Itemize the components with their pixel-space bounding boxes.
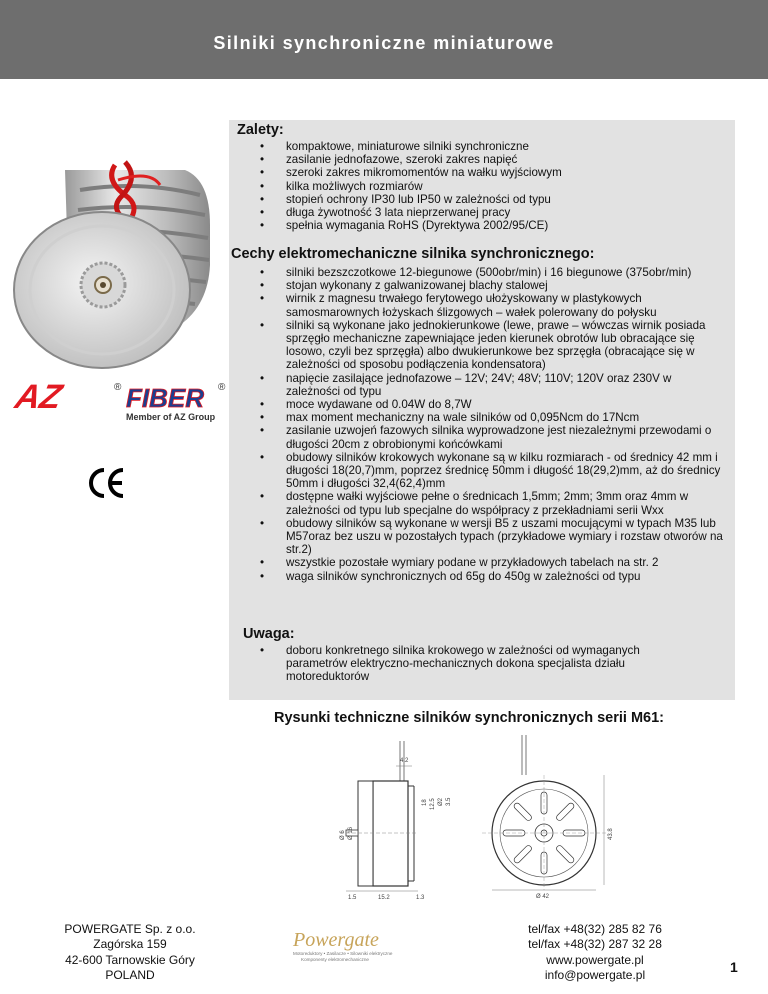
list-item: • kilka możliwych rozmiarów [260, 180, 710, 193]
list-item: • zasilanie jednofazowe, szeroki zakres napięć [260, 153, 710, 166]
az-fiber-logo [11, 378, 230, 424]
list-item: • kompaktowe, miniaturowe silniki synchroniczne [260, 140, 710, 153]
dim-label: 1.5 [348, 895, 357, 901]
advantages-list [260, 140, 710, 232]
motor-photo [10, 150, 215, 372]
list-item: • silniki bezszczotkowe 12-biegunowe (500obr/min) i 16 biegunowe (375obr/min) [260, 266, 728, 279]
page-number: 1 [730, 959, 738, 975]
member-text: Member of AZ Group [126, 412, 216, 422]
tagline-1: Motoreduktory • Zasilacze • Silowniki elektryczne [293, 951, 393, 956]
list-item: • dostępne wałki wyjściowe pełne o średnicach 1,5mm; 2mm; 3mm oraz 4mm w zależności od typu lub specjalne do współpracy z przekładniami serii Wxx [260, 490, 728, 516]
dim-label: 43.8 [608, 828, 614, 840]
website-link[interactable]: www.powergate.pl [546, 952, 644, 967]
note-heading: Uwaga: [243, 626, 295, 642]
dim-label: Ø 6 [340, 830, 346, 840]
dim-label: Ø 42 [536, 894, 550, 900]
list-item: • szeroki zakres mikromomentów na wałku wyjściowym [260, 166, 710, 179]
dim-label: Ø2 [438, 797, 444, 806]
list-item: • napięcie zasilające jednofazowe – 12V; 24V; 48V; 110V; 120V oraz 230V w zależności od typu [260, 372, 728, 398]
drawings-title: Rysunki techniczne silników synchronicznych serii M61: [273, 710, 664, 726]
dim-label: 1.3 [416, 895, 425, 901]
list-item: • doboru konkretnego silnika krokowego w zależności od wymaganych parametrów elektryczno-mechanicznych dokona specjalista działu motoreduktorów [260, 644, 700, 684]
list-item: • stopień ochrony IP30 lub IP50 w zależności od typu [260, 193, 710, 206]
list-item: • stojan wykonany z galwanizowanej blachy stalowej [260, 279, 728, 292]
country: POLAND [105, 968, 155, 983]
footer-address [55, 922, 205, 984]
list-item: • wirnik z magnesu trwałego ferytowego ułożyskowany w plastykowych samosmarownych łożyskach ślizgowych – wałek polerowany do połysku [260, 292, 728, 318]
ce-mark [85, 462, 127, 504]
features-list [260, 266, 728, 583]
company-name: POWERGATE Sp. z o.o. [64, 922, 196, 936]
list-item: • spełnia wymagania RoHS (Dyrektywa 2002/95/CE) [260, 219, 710, 232]
city: 42-600 Tarnowskie Góry [65, 952, 195, 967]
dim-label: 4.2 [400, 758, 409, 764]
front-view-drawing [478, 730, 618, 900]
fiber-text: FIBER [126, 383, 204, 413]
list-item: • waga silników synchronicznych od 65g do 450g w zależności od typu [260, 570, 728, 583]
list-item: • max moment mechaniczny na wale silników od 0,095Ncm do 17Ncm [260, 411, 728, 424]
powergate-logo [283, 926, 413, 966]
advantages-heading: Zalety: [237, 122, 284, 138]
page-title: Silniki synchroniczne miniaturowe [213, 33, 555, 53]
dim-label: 12.5 [430, 798, 436, 810]
list-item: • moce wydawane od 0.04W do 8,7W [260, 398, 728, 411]
email-link[interactable]: info@powergate.pl [544, 968, 646, 983]
dim-label: Ø 16 [348, 826, 354, 840]
dim-label: 15.2 [378, 895, 390, 901]
page-header [0, 0, 768, 79]
list-item: • obudowy silników są wykonane w wersji B5 z uszami mocującymi w typach M35 lub M57oraz bez uszu w pozostałych typach (przykładowe wymiary i rozstaw otworów na str.2) [260, 517, 728, 557]
tel-fax-1: tel/fax +48(32) 285 82 76 [528, 922, 662, 936]
note-list [260, 644, 700, 684]
tagline-2: Komponenty elektromechaniczne [301, 957, 369, 962]
list-item: • zasilanie uzwojeń fazowych silnika wyprowadzone jest niezależnymi przewodami o długości 20cm z obrobionymi końcówkami [260, 424, 728, 450]
footer-contact [480, 922, 710, 984]
street: Zagórska 159 [93, 937, 167, 952]
reg-mark-1: ® [114, 382, 122, 393]
brand-text: Powergate [293, 929, 379, 951]
list-item: • silniki są wykonane jako jednokierunkowe (lewe, prawe – wówczas wirnik posiada sprzęgło mechaniczne zapewniające jeden kierunek obrotów lub obracające się losowo, czyli bez sprzęgła) albo dwukierunkowe bez sprzęgła (obracające się w zależności od sposobu podłączenia kondensatora) [260, 319, 728, 372]
reg-mark-2: ® [218, 382, 226, 393]
list-item: • obudowy silników krokowych wykonane są w kilku rozmiarach - od średnicy 42 mm i długości 18(20,7)mm, poprzez średnicę 50mm i długość 18(29,2)mm, aż do średnicy 50mm i długości 32,4(62,4)mm [260, 451, 728, 491]
side-view-drawing [338, 736, 463, 901]
list-item: • wszystkie pozostałe wymiary podane w przykładowych tabelach na str. 2 [260, 556, 728, 569]
list-item: • długa żywotność 3 lata nieprzerwanej pracy [260, 206, 710, 219]
dim-label: 18 [422, 799, 428, 806]
dim-label: 3.5 [446, 797, 452, 806]
az-text: AZ [11, 378, 66, 416]
features-heading: Cechy elektromechaniczne silnika synchronicznego: [231, 246, 595, 262]
tel-fax-2: tel/fax +48(32) 287 32 28 [528, 937, 662, 952]
